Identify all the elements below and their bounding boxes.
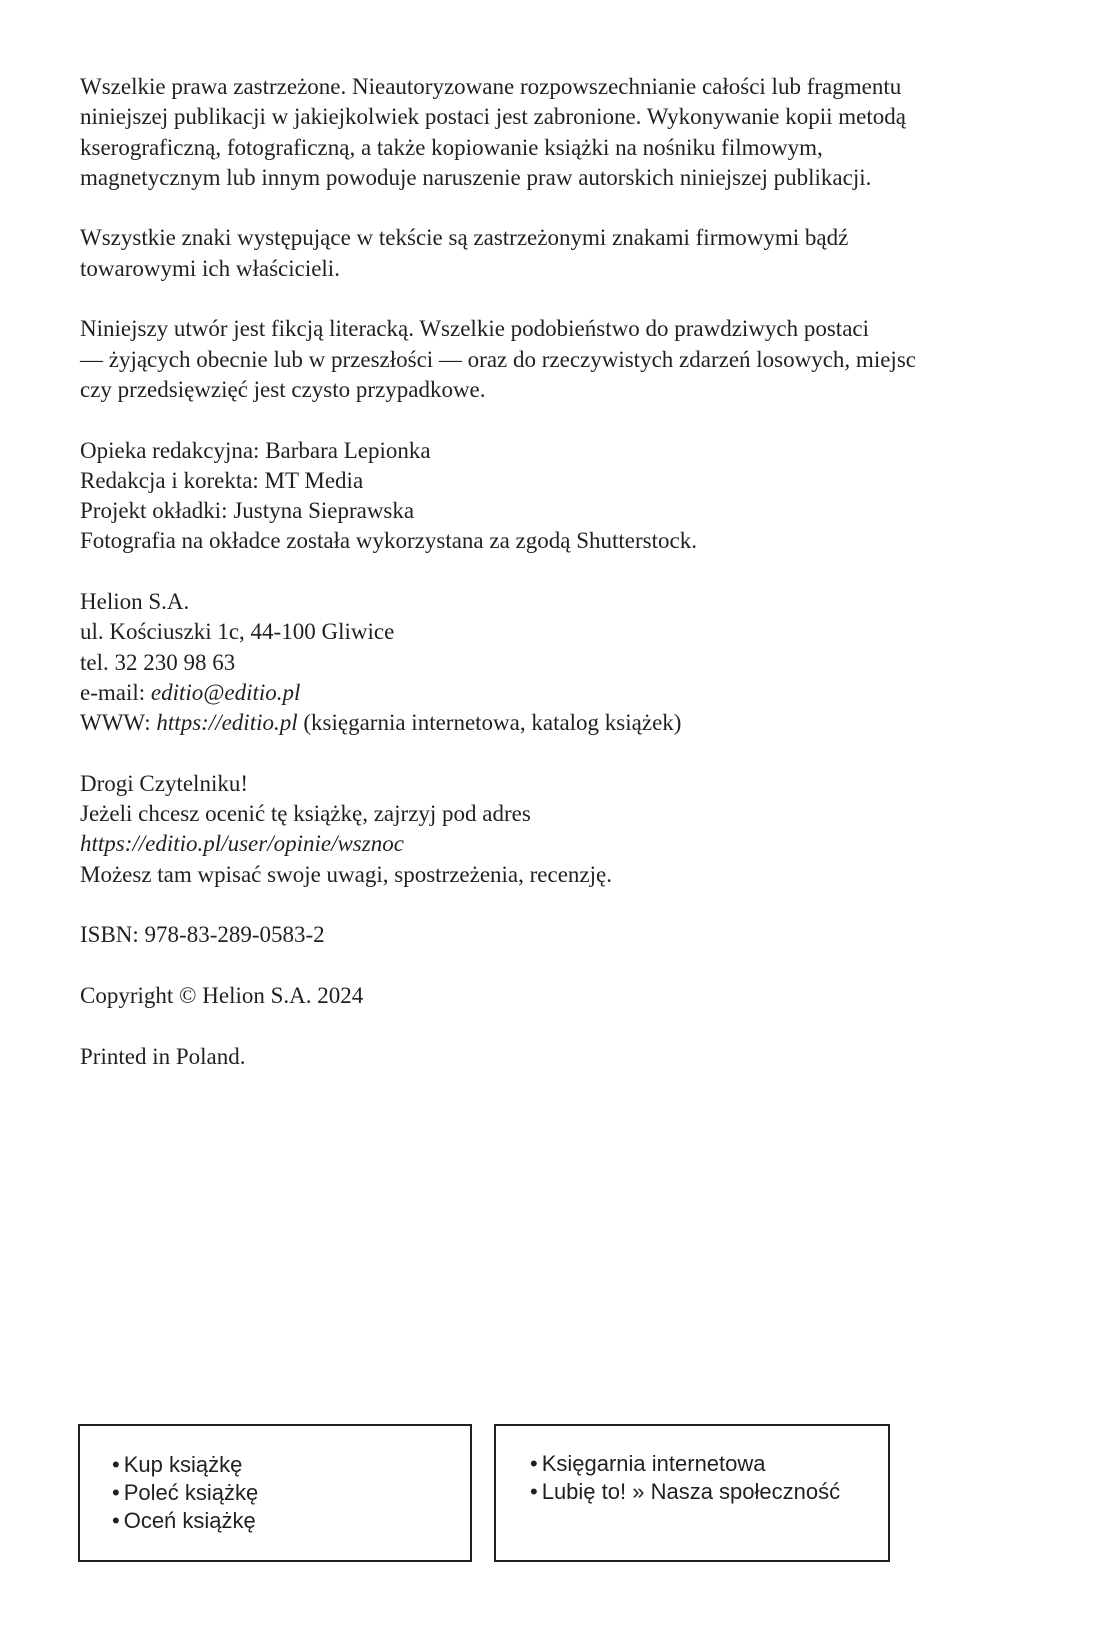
www-note: (księgarnia internetowa, katalog książek) [297, 710, 682, 736]
rights-paragraph [80, 72, 1020, 193]
community-box [494, 1424, 890, 1562]
credits-block [80, 436, 1020, 557]
community-label: Lubię to! » Nasza społeczność [541, 1479, 841, 1504]
book-actions-box [78, 1424, 472, 1562]
proofreading-credit: Redakcja i korekta: MT Media [80, 467, 364, 493]
rights-line: magnetycznym lub innym powoduje naruszenie praw autorskich niniejszej publikacji. [80, 164, 872, 190]
community-link[interactable] [530, 1478, 840, 1506]
fiction-line: czy przedsięwzięć jest czysto przypadkowe. [80, 376, 486, 402]
isbn-block [80, 920, 1020, 950]
online-bookstore-link[interactable] [530, 1450, 840, 1478]
buy-book-link[interactable] [112, 1451, 258, 1479]
copyright-page [80, 72, 1020, 1102]
copyright-block [80, 981, 1020, 1011]
bullet: • [112, 1508, 120, 1533]
bullet: • [112, 1452, 120, 1477]
trademarks-line: towarowymi ich właścicieli. [80, 255, 340, 281]
community-list [530, 1450, 840, 1506]
www-link[interactable]: https://editio.pl [156, 710, 298, 736]
publisher-address: ul. Kościuszki 1c, 44-100 Gliwice [80, 619, 395, 645]
trademarks-line: Wszystkie znaki występujące w tekście są zastrzeżonymi znakami firmowymi bądź [80, 225, 849, 251]
fiction-paragraph [80, 314, 1020, 405]
trademarks-paragraph [80, 223, 1020, 284]
email-link[interactable]: editio@editio.pl [150, 679, 301, 705]
fiction-line: Niniejszy utwór jest fikcją literacką. Wszelkie podobieństwo do prawdziwych postaci [80, 316, 870, 342]
action-boxes [78, 1424, 890, 1562]
copyright: Copyright © Helion S.A. 2024 [80, 982, 364, 1008]
rights-line: niniejszej publikacji w jakiejkolwiek postaci jest zabronione. Wykonywanie kopii metodą [80, 104, 906, 130]
publisher-block [80, 587, 1020, 738]
publisher-email-line [80, 678, 1020, 708]
isbn: ISBN: 978-83-289-0583-2 [80, 922, 325, 948]
reader-greeting: Drogi Czytelniku! [80, 770, 248, 796]
reader-block [80, 769, 1020, 890]
bullet: • [530, 1451, 538, 1476]
reader-invite: Jeżeli chcesz ocenić tę książkę, zajrzyj pod adres [80, 801, 531, 827]
publisher-name: Helion S.A. [80, 589, 190, 615]
online-bookstore-label: Księgarnia internetowa [541, 1451, 766, 1476]
editor-credit: Opieka redakcyjna: Barbara Lepionka [80, 437, 431, 463]
publisher-www-line [80, 708, 1020, 738]
buy-book-label: Kup książkę [123, 1452, 243, 1477]
recommend-book-link[interactable] [112, 1479, 258, 1507]
publisher-phone: tel. 32 230 98 63 [80, 649, 236, 675]
cover-credit: Projekt okładki: Justyna Sieprawska [80, 498, 415, 524]
email-label: e-mail: [80, 679, 151, 705]
rights-line: Wszelkie prawa zastrzeżone. Nieautoryzowane rozpowszechnianie całości lub fragmentu [80, 74, 902, 99]
www-label: WWW: [80, 710, 157, 736]
printed-block [80, 1042, 1020, 1072]
bullet: • [530, 1479, 538, 1504]
rate-book-link[interactable] [112, 1507, 258, 1535]
fiction-line: — żyjących obecnie lub w przeszłości — oraz do rzeczywistych zdarzeń losowych, miejsc [80, 346, 916, 372]
rights-line: kserograficzną, fotograficzną, a także kopiowanie książki na nośniku filmowym, [80, 134, 823, 160]
rate-book-label: Oceń książkę [123, 1508, 256, 1533]
printed-in: Printed in Poland. [80, 1043, 246, 1069]
bullet: • [112, 1480, 120, 1505]
photo-credit: Fotografia na okładce została wykorzystana za zgodą Shutterstock. [80, 528, 697, 554]
book-actions-list [112, 1451, 258, 1535]
opinion-url-link[interactable]: https://editio.pl/user/opinie/wsznoc [80, 831, 404, 857]
recommend-book-label: Poleć książkę [123, 1480, 259, 1505]
reader-note: Możesz tam wpisać swoje uwagi, spostrzeżenia, recenzję. [80, 861, 612, 887]
